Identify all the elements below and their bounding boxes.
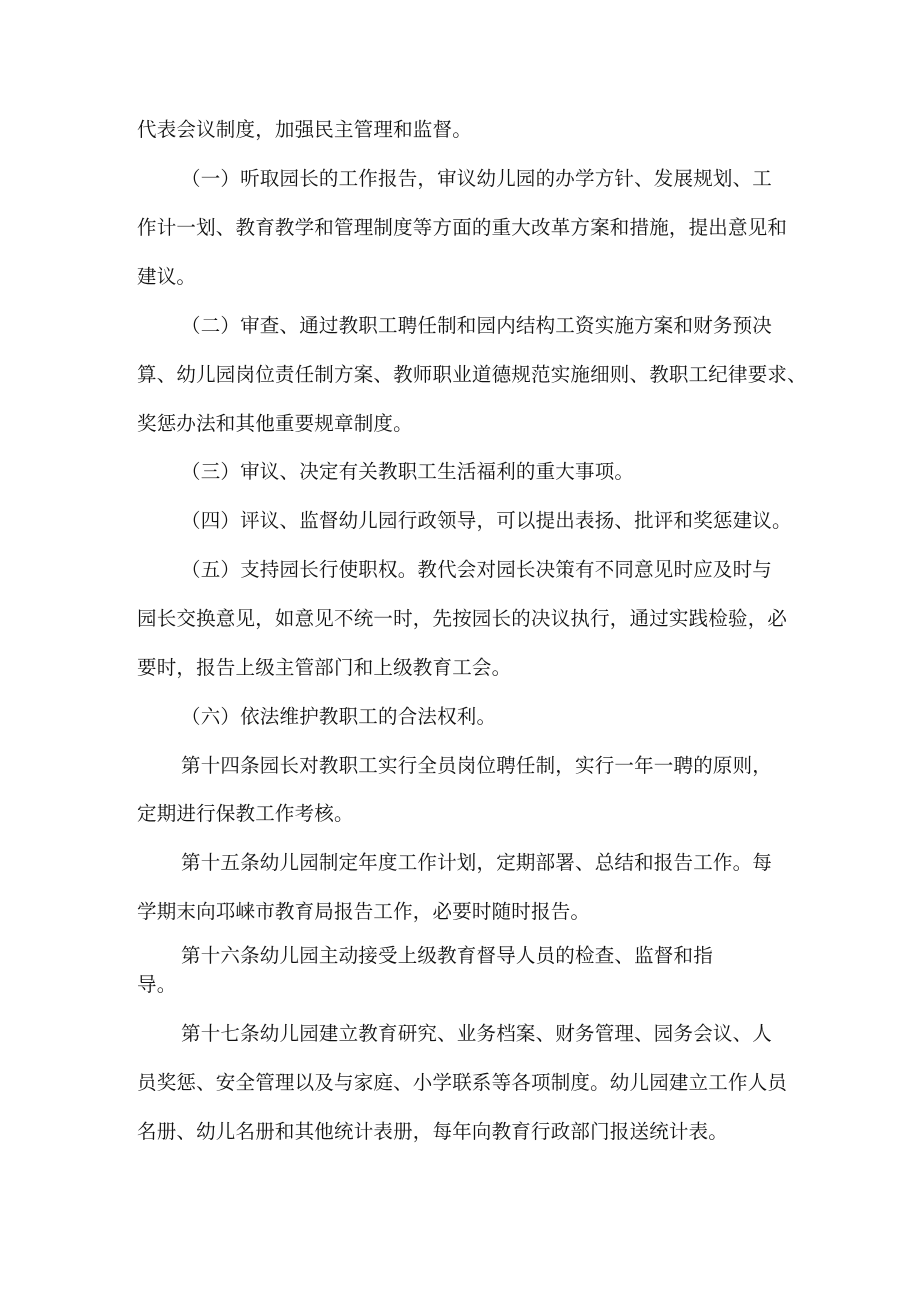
text-line: 员奖惩、安全管理以及与家庭、小学联系等各项制度。幼儿园建立工作人员 bbox=[137, 1071, 788, 1094]
text-line: 代表会议制度，加强民主管理和监督。 bbox=[137, 118, 472, 141]
text-line: 第十五条幼儿园制定年度工作计划，定期部署、总结和报告工作。每 bbox=[181, 851, 773, 874]
text-line: 名册、幼儿名册和其他统计表册，每年向教育行政部门报送统计表。 bbox=[137, 1120, 729, 1143]
text-line: 奖惩办法和其他重要规章制度。 bbox=[137, 412, 413, 435]
text-line: 定期进行保教工作考核。 bbox=[137, 802, 354, 825]
text-line: （三）审议、决定有关教职工生活福利的重大事项。 bbox=[181, 460, 635, 483]
text-line: （六）依法维护教职工的合法权利。 bbox=[181, 705, 497, 728]
text-line: （四）评议、监督幼儿园行政领导，可以提出表扬、批评和奖惩建议。 bbox=[181, 509, 792, 532]
text-line: 园长交换意见，如意见不统一时，先按园长的决议执行，通过实践检验，必 bbox=[137, 607, 788, 630]
text-line: 第十七条幼儿园建立教育研究、业务档案、财务管理、园务会议、人 bbox=[181, 1022, 773, 1045]
text-line: 建议。 bbox=[137, 265, 197, 288]
text-line: 导。 bbox=[137, 973, 177, 996]
text-line: 作计一划、教育教学和管理制度等方面的重大改革方案和措施，提出意见和 bbox=[137, 216, 788, 239]
text-line: 学期末向邛崃市教育局报告工作，必要时随时报告。 bbox=[137, 900, 591, 923]
text-line: 第十四条园长对教职工实行全员岗位聘任制，实行一年一聘的原则， bbox=[181, 754, 773, 777]
text-line: 要时，报告上级主管部门和上级教育工会。 bbox=[137, 656, 512, 679]
text-line: （二）审查、通过教职工聘任制和园内结构工资实施方案和财务预决 bbox=[181, 314, 773, 337]
text-line: 第十六条幼儿园主动接受上级教育督导人员的检查、监督和指 bbox=[181, 944, 713, 967]
text-line: （一）听取园长的工作报告，审议幼儿园的办学方针、发展规划、工 bbox=[181, 167, 773, 190]
text-line: 算、幼儿园岗位责任制方案、教师职业道德规范实施细则、教职工纪律要求、 bbox=[137, 363, 807, 386]
text-line: （五）支持园长行使职权。教代会对园长决策有不同意见时应及时与 bbox=[181, 558, 773, 581]
